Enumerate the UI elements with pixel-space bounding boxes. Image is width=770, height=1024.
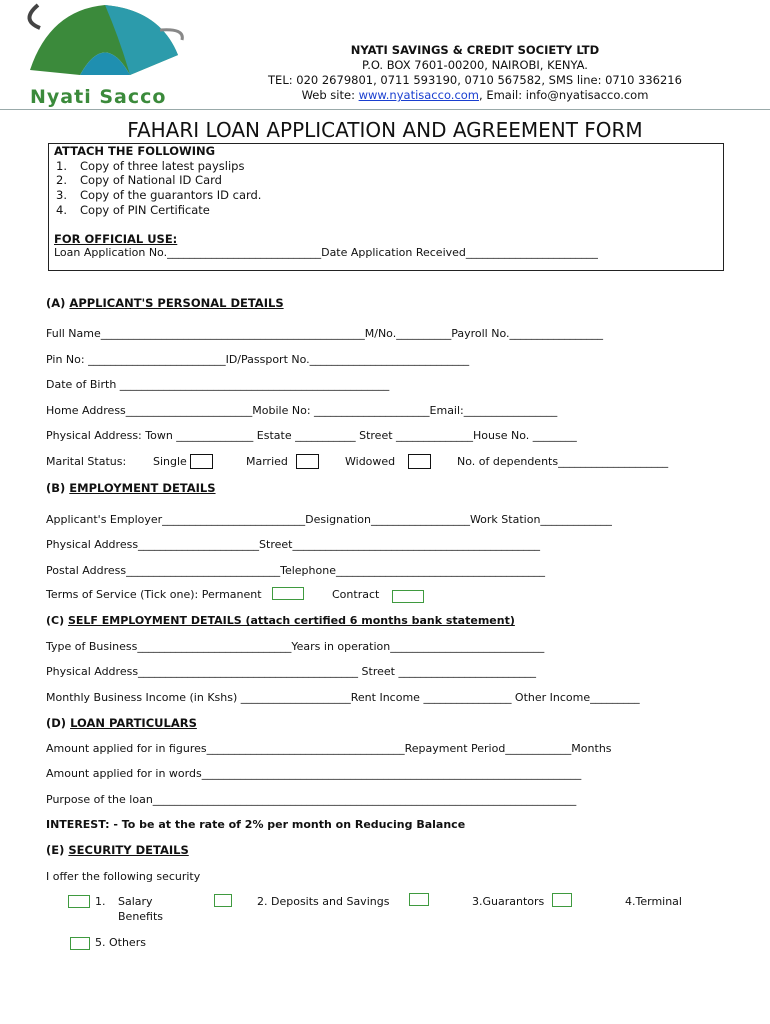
attach-item-num: 4. <box>56 203 67 217</box>
home-address-field[interactable]: Home Address_______________________Mobile No: _____________________Email:_________________ <box>46 404 558 417</box>
widowed-label: Widowed <box>345 455 396 468</box>
attach-item: Copy of PIN Certificate <box>80 203 210 217</box>
business-address-field[interactable]: Physical Address________________________________________ Street _________________________ <box>46 665 536 678</box>
website-link[interactable]: www.nyatisacco.com <box>358 88 480 102</box>
attach-item-num: 2. <box>56 173 67 187</box>
attach-item: Copy of the guarantors ID card. <box>80 188 262 202</box>
official-use-heading: FOR OFFICIAL USE: <box>54 232 178 246</box>
postal-address-field[interactable]: Postal Address____________________________Telephone______________________________________ <box>46 564 545 577</box>
permanent-checkbox[interactable] <box>272 587 304 600</box>
terminal-checkbox[interactable] <box>552 893 572 907</box>
logo-text: Nyati Sacco <box>30 86 167 108</box>
employer-field[interactable]: Applicant's Employer__________________________Designation__________________Work Station_____________ <box>46 513 612 526</box>
others-label: 5. Others <box>95 936 146 949</box>
salary-label: Salary <box>118 895 153 908</box>
loan-purpose-field[interactable]: Purpose of the loan_____________________________________________________________________________ <box>46 793 577 806</box>
dob-field[interactable]: Date of Birth _________________________________________________ <box>46 378 390 391</box>
guarantors-checkbox[interactable] <box>409 893 429 906</box>
section-e-heading: (E) SECURITY DETAILS <box>46 843 189 857</box>
org-address: P.O. BOX 7601-00200, NAIROBI, KENYA. <box>362 58 588 72</box>
business-type-field[interactable]: Type of Business____________________________Years in operation____________________________ <box>46 640 545 653</box>
benefits-label: Benefits <box>118 910 164 923</box>
married-checkbox[interactable] <box>296 454 319 469</box>
web-label: Web site: <box>301 88 359 102</box>
single-checkbox[interactable] <box>190 454 213 469</box>
physical-address-field[interactable]: Physical Address: Town ______________ Estate ___________ Street ______________House No. ________ <box>46 429 577 442</box>
others-checkbox[interactable] <box>70 937 90 950</box>
single-label: Single <box>153 455 187 468</box>
section-d-heading: (D) LOAN PARTICULARS <box>46 716 197 730</box>
guarantors-label: 3.Guarantors <box>472 895 545 908</box>
salary-benefits-checkbox[interactable] <box>68 895 90 908</box>
page-title: FAHARI LOAN APPLICATION AND AGREEMENT FORM <box>127 118 643 142</box>
dependents-field[interactable]: No. of dependents____________________ <box>457 455 669 468</box>
terminal-label: 4.Terminal <box>625 895 682 908</box>
attach-item: Copy of three latest payslips <box>80 159 245 173</box>
deposits-savings-checkbox[interactable] <box>214 894 232 907</box>
header-divider <box>0 109 770 110</box>
interest-note: INTEREST: - To be at the rate of 2% per month on Reducing Balance <box>46 818 466 831</box>
section-c-heading: (C) SELF EMPLOYMENT DETAILS (attach certified 6 months bank statement) <box>46 614 515 627</box>
deposits-savings-label: 2. Deposits and Savings <box>257 895 390 908</box>
org-name: NYATI SAVINGS & CREDIT SOCIETY LTD <box>350 43 600 57</box>
org-tel: TEL: 020 2679801, 0711 593190, 0710 567582, SMS line: 0710 336216 <box>268 73 682 87</box>
attach-item: Copy of National ID Card <box>80 173 222 187</box>
security-intro: I offer the following security <box>46 870 201 883</box>
section-a-heading: (A) APPLICANT'S PERSONAL DETAILS <box>46 296 284 310</box>
employment-address-field[interactable]: Physical Address______________________Street_____________________________________________ <box>46 538 540 551</box>
full-name-field[interactable]: Full Name________________________________________________M/No.__________Payroll No._________________ <box>46 327 603 340</box>
contract-checkbox[interactable] <box>392 590 424 603</box>
option-number: 1. <box>95 895 106 908</box>
attach-item-num: 3. <box>56 188 67 202</box>
marital-status-label: Marital Status: <box>46 455 127 468</box>
org-email: , Email: info@nyatisacco.com <box>479 88 649 102</box>
pin-id-field[interactable]: Pin No: _________________________ID/Passport No._____________________________ <box>46 353 470 366</box>
section-b-heading: (B) EMPLOYMENT DETAILS <box>46 481 216 495</box>
business-income-field[interactable]: Monthly Business Income (in Kshs) ____________________Rent Income ________________ Other Income_________ <box>46 691 640 704</box>
amount-figures-field[interactable]: Amount applied for in figures____________________________________Repayment Period____________Months <box>46 742 612 755</box>
official-use-line[interactable]: Loan Application No.____________________________Date Application Received________________________ <box>54 246 598 259</box>
widowed-checkbox[interactable] <box>408 454 431 469</box>
terms-of-service-label: Terms of Service (Tick one): Permanent <box>46 588 262 601</box>
contract-label: Contract <box>332 588 380 601</box>
married-label: Married <box>246 455 288 468</box>
attach-heading: ATTACH THE FOLLOWING <box>54 144 216 158</box>
org-web <box>190 88 760 102</box>
amount-words-field[interactable]: Amount applied for in words_____________________________________________________________________ <box>46 767 582 780</box>
attach-item-num: 1. <box>56 159 67 173</box>
